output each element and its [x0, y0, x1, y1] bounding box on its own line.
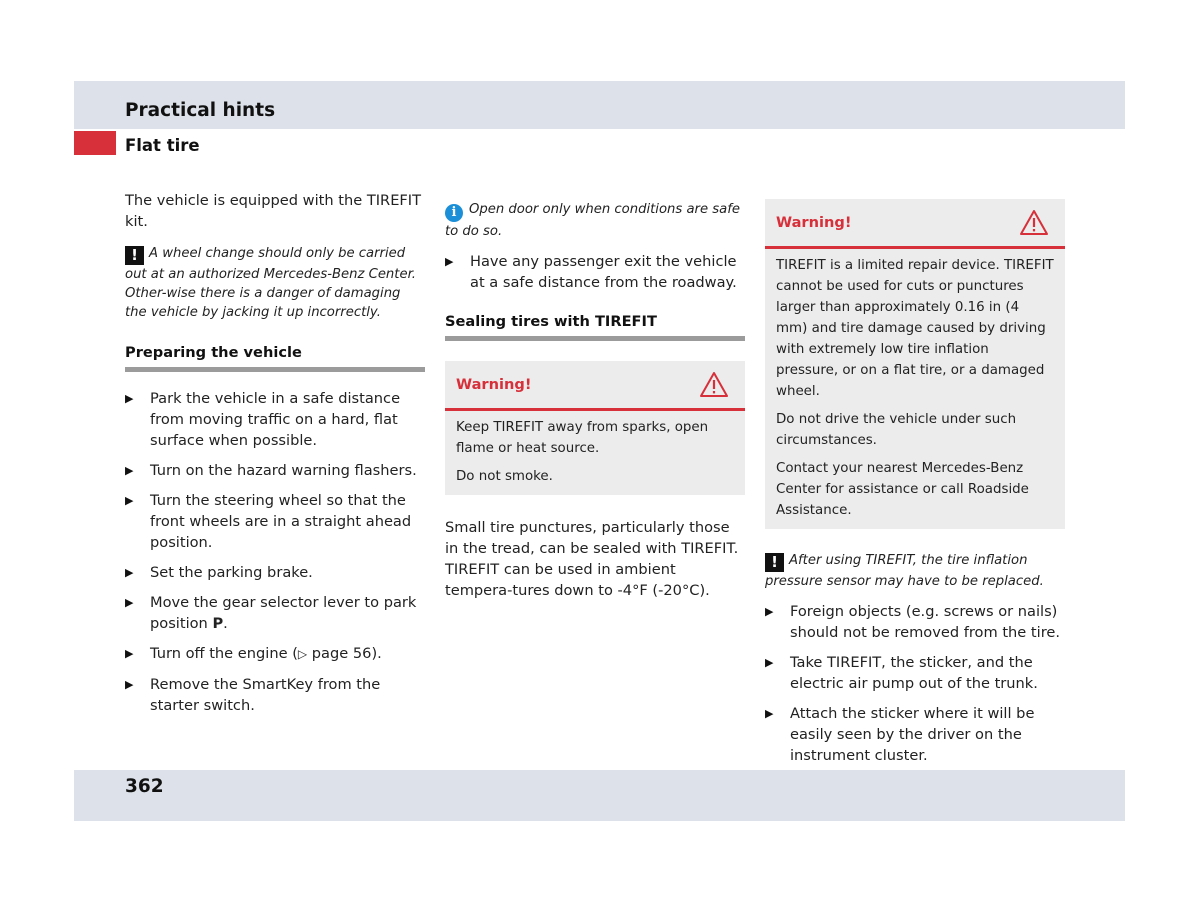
- bullet-icon: ▶: [125, 494, 134, 507]
- list-item: ▶ Remove the SmartKey from the starter switch.: [125, 676, 381, 714]
- door-note: [445, 200, 745, 241]
- door-note-text: Open door only when conditions are safe to do so.: [445, 202, 740, 239]
- column-1: [125, 190, 425, 725]
- warning-body: [445, 411, 745, 495]
- bullet-icon: ▶: [445, 255, 454, 268]
- warning-box: [765, 199, 1065, 529]
- warning-paragraph: TIREFIT is a limited repair device. TIREFIT cannot be used for cuts or punctures larger than approximately 0.16 in (4 mm) and tire damage caused by driving with extremely low tire inflation pressure, or on a flat tire, or a damaged wheel.: [776, 258, 1054, 399]
- bullet-icon: ▶: [125, 596, 134, 609]
- bullet-icon: ▶: [125, 647, 134, 660]
- list-item: ▶ Park the vehicle in a safe distance from moving traffic on a hard, flat surface when possible.: [125, 390, 401, 449]
- sealing-heading: Sealing tires with TIREFIT: [445, 313, 745, 341]
- park-position-label: P: [212, 615, 224, 632]
- list-item: ▶ Turn the steering wheel so that the front wheels are in a straight ahead position.: [125, 492, 412, 551]
- list-item: ▶ Foreign objects (e.g. screws or nails) should not be removed from the tire.: [765, 603, 1060, 641]
- warning-triangle-icon: [699, 371, 729, 398]
- sensor-note-text: After using TIREFIT, the tire inflation pressure sensor may have to be replaced.: [765, 553, 1044, 589]
- warning-header: [765, 199, 1065, 249]
- damage-note: [125, 244, 425, 322]
- warning-triangle-icon: [1019, 209, 1049, 236]
- list-item: ▶ Move the gear selector lever to park position P.: [125, 594, 417, 632]
- tirefit-steps: [765, 601, 1065, 766]
- column-2: [445, 190, 745, 601]
- page-ref-link[interactable]: page 56).: [311, 645, 382, 662]
- exclamation-icon: !: [765, 553, 784, 572]
- bullet-icon: ▶: [765, 656, 774, 669]
- warning-title: Warning!: [456, 376, 532, 393]
- passenger-steps: [445, 251, 745, 293]
- bullet-icon: ▶: [765, 605, 774, 618]
- exclamation-icon: !: [125, 246, 144, 265]
- page-number: 362: [125, 776, 164, 797]
- section-title: Practical hints: [125, 100, 276, 121]
- bullet-icon: ▶: [125, 464, 134, 477]
- page-ref-icon: ▷: [297, 647, 308, 661]
- list-item: ▶ Turn on the hazard warning flashers.: [125, 462, 417, 479]
- preparing-heading: Preparing the vehicle: [125, 344, 425, 372]
- subsection-title: Flat tire: [125, 136, 200, 155]
- list-item: ▶ Attach the sticker where it will be easily seen by the driver on the instrument cluster.: [765, 705, 1035, 764]
- section-marker: [74, 131, 116, 155]
- bullet-icon: ▶: [125, 566, 134, 579]
- bullet-icon: ▶: [125, 392, 134, 405]
- bullet-icon: ▶: [765, 707, 774, 720]
- sensor-note: [765, 551, 1065, 591]
- sealing-text: Small tire punctures, particularly those in the tread, can be sealed with TIREFIT. TIREFIT can be used in ambient tempera-tures down to -4°F (-20°C).: [445, 519, 739, 599]
- warning-body: [765, 249, 1065, 529]
- bullet-icon: ▶: [125, 678, 134, 691]
- column-3: [765, 190, 1065, 775]
- warning-paragraph: Do not smoke.: [456, 469, 553, 484]
- list-item: ▶ Take TIREFIT, the sticker, and the electric air pump out of the trunk.: [765, 654, 1038, 692]
- list-item: ▶ Turn off the engine (▷ page 56).: [125, 645, 382, 662]
- list-item: ▶ Set the parking brake.: [125, 564, 313, 581]
- list-item: ▶ Have any passenger exit the vehicle at a safe distance from the roadway.: [445, 253, 737, 291]
- footer-band: [74, 770, 1125, 821]
- intro-text: The vehicle is equipped with the TIREFIT kit.: [125, 192, 422, 230]
- warning-title: Warning!: [776, 214, 852, 231]
- warning-paragraph: Do not drive the vehicle under such circumstances.: [776, 412, 1017, 448]
- warning-header: [445, 361, 745, 411]
- warning-paragraph: Keep TIREFIT away from sparks, open flame or heat source.: [456, 420, 709, 456]
- damage-note-text: A wheel change should only be carried out at an authorized Mercedes-Benz Center. Other-wise there is a danger of damaging the vehicle by jacking it up incorrectly.: [125, 246, 416, 320]
- warning-paragraph: Contact your nearest Mercedes-Benz Center for assistance or call Roadside Assistance.: [776, 461, 1029, 518]
- preparing-steps: [125, 388, 425, 716]
- info-icon: i: [445, 204, 463, 222]
- warning-box: [445, 361, 745, 495]
